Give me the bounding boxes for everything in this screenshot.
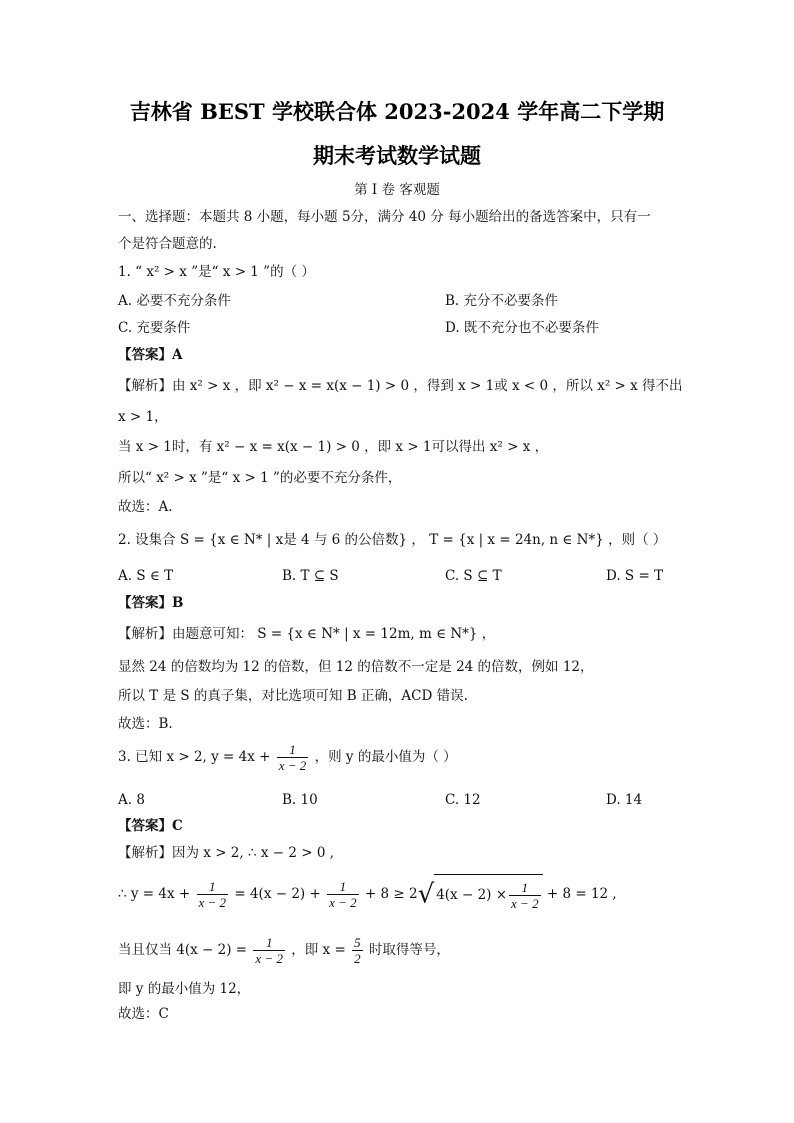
q1-answer: 【答案】A [118, 347, 183, 363]
equation-part: ，即 x = [291, 942, 346, 958]
page-title: 吉林省 BEST 学校联合体 2023-2024 学年高二下学期 [129, 99, 665, 124]
sqrt-radicand [434, 874, 542, 915]
fraction-numerator: 1 [197, 879, 229, 895]
equation-fraction [327, 879, 359, 910]
sqrt-icon: √ [417, 879, 435, 910]
q3-option-c: C. 12 [445, 792, 481, 808]
equation-fraction [352, 935, 363, 966]
page-subtitle: 期末考试数学试题 [313, 143, 481, 168]
equation-part: = 4(x − 2) + [234, 886, 321, 902]
q1-option-d: D. 既不充分也不必要条件 [445, 320, 599, 336]
q3-option-b: B. 10 [282, 792, 318, 808]
equation-part: + 8 ≥ 2 [364, 886, 418, 902]
q3-stem-suffix: ，则 y 的最小值为（ ） [314, 749, 457, 765]
q2-answer: 【答案】B [118, 595, 184, 611]
equation-part: 时取得等号， [368, 942, 450, 958]
equation-fraction [509, 880, 541, 911]
q1-analysis-line: x > 1， [118, 409, 168, 425]
q2-option-b: B. T ⊆ S [282, 568, 339, 584]
fraction-denominator: x − 2 [329, 895, 357, 910]
q3-analysis-line: 故选：C [118, 1006, 169, 1022]
q1-option-c: C. 充要条件 [118, 320, 191, 336]
q1-analysis-line: 所以“ x² > x ”是“ x > 1 ”的必要不充分条件， [118, 470, 402, 486]
q1-analysis-line: 故选：A. [118, 499, 173, 515]
q1-analysis-line: 【解析】由 x² > x ，即 x² − x = x(x − 1) > 0 ，得到 x > 1或 x < 0 ，所以 x² > x 得不出 [118, 378, 683, 394]
q2-analysis-line: 【解析】由题意可知： S = {x ∈ N* | x = 12m, m ∈ N*} ， [118, 626, 496, 642]
q2-analysis-line: 显然 24 的倍数均为 12 的倍数，但 12 的倍数不一定是 24 的倍数，例如 12， [118, 659, 594, 675]
q3-inequality-equation [118, 874, 617, 915]
equation-part: 当且仅当 4(x − 2) = [118, 942, 248, 958]
q1-analysis-line: 当 x > 1时，有 x² − x = x(x − 1) > 0 ，即 x > 1可以得出 x² > x ， [118, 439, 549, 455]
q2-option-c: C. S ⊆ T [445, 568, 502, 584]
q1-option-b: B. 充分不必要条件 [445, 293, 559, 309]
fraction-denominator: x − 2 [511, 896, 539, 911]
equation-fraction [253, 935, 285, 966]
fraction-numerator: 1 [327, 879, 359, 895]
equation-part: + 8 = 12 , [546, 886, 617, 902]
q3-stem-prefix: 3. 已知 x > 2, y = 4x + [118, 749, 271, 765]
q3-analysis-line: 【解析】因为 x > 2, ∴ x − 2 > 0 , [118, 845, 335, 861]
question-1-stem: 1. “ x² > x ”是“ x > 1 ”的（ ） [118, 264, 315, 280]
fraction-numerator: 1 [509, 880, 541, 896]
q2-analysis-line: 所以 T 是 S 的真子集，对比选项可知 B 正确，ACD 错误. [118, 688, 468, 704]
question-2-stem: 2. 设集合 S = {x ∈ N* | x是 4 与 6 的公倍数} ， T = {x | x = 24n, n ∈ N*} ，则（ ） [118, 532, 667, 548]
q2-option-d: D. S = T [606, 568, 664, 584]
instructions-line-1: 一、选择题：本题共 8 小题，每小题 5分，满分 40 分 每小题给出的备选答案中，只有一 [118, 209, 651, 225]
fraction-denominator: 2 [354, 951, 361, 966]
instructions-line-2: 个是符合题意的. [118, 236, 217, 252]
fraction-numerator: 5 [354, 935, 361, 950]
q2-option-a: A. S ∈ T [118, 568, 174, 584]
fraction-numerator: 1 [277, 742, 309, 758]
radicand-part: 4(x − 2) × [436, 887, 508, 903]
fraction-denominator: x − 2 [278, 758, 307, 773]
q3-option-d: D. 14 [606, 792, 643, 808]
fraction-denominator: x − 2 [255, 951, 283, 966]
q3-stem-fraction [277, 742, 309, 773]
section-heading: 第 I 卷 客观题 [354, 182, 440, 198]
q3-answer: 【答案】C [118, 818, 183, 834]
q1-option-a: A. 必要不充分条件 [118, 293, 231, 309]
fraction-numerator: 1 [253, 935, 285, 951]
q3-analysis-line: 即 y 的最小值为 12， [118, 981, 251, 997]
q3-option-a: A. 8 [118, 792, 145, 808]
equation-part: ∴ y = 4x + [118, 886, 191, 902]
fraction-denominator: x − 2 [198, 895, 227, 910]
q3-equality-condition [118, 930, 450, 970]
equation-fraction [197, 879, 229, 910]
q2-analysis-line: 故选：B. [118, 716, 173, 732]
question-3-stem [118, 742, 457, 773]
